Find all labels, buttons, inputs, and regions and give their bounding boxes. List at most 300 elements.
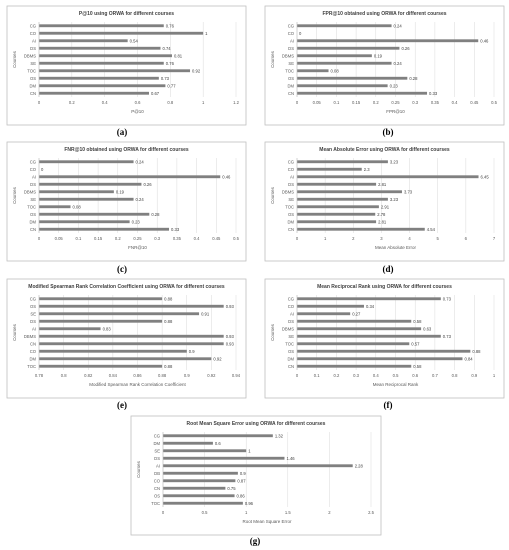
x-tick-label: 0.8 (167, 100, 174, 105)
x-tick-label: 0 (161, 510, 165, 515)
data-label: 0.33 (429, 90, 438, 96)
bar (39, 342, 224, 345)
chart-1 (7, 6, 246, 125)
chart-title: P@10 using ORWA for different courses (78, 11, 175, 17)
y-tick-label: CN (29, 90, 36, 96)
data-label: 0.92 (192, 68, 201, 74)
y-tick-label: DS (288, 318, 294, 324)
data-label: 0.88 (164, 363, 173, 369)
x-tick-label: 0.9 (471, 373, 478, 378)
y-tick-label: DM (29, 356, 36, 362)
bar (297, 342, 409, 345)
y-tick-label: DS (288, 45, 294, 51)
bar (297, 205, 379, 208)
y-tick-label: DS (154, 455, 160, 461)
data-label: 0.91 (201, 311, 210, 317)
data-label: 0.88 (472, 348, 481, 354)
data-label: 6.45 (480, 174, 489, 180)
data-label: 3.23 (389, 159, 399, 165)
bar (297, 350, 470, 353)
y-tick-label: DM (287, 356, 294, 362)
data-label: 0.83 (102, 326, 111, 332)
y-tick-label: CO (287, 303, 294, 309)
bar (39, 39, 128, 42)
bar (39, 54, 172, 57)
x-tick-label: 5 (436, 236, 439, 241)
x-tick-label: 0 (295, 373, 299, 378)
data-label: 0.24 (135, 159, 144, 165)
chart-title: Mean Absolute Error using ORWA for different courses (319, 147, 450, 153)
x-tick-label: 0.4 (193, 236, 200, 241)
bar (39, 32, 203, 35)
data-label: 0.26 (143, 181, 152, 187)
x-axis-label: Mean Absolute Error (374, 245, 417, 250)
y-tick-label: DM (287, 83, 294, 89)
data-label: 0.08 (330, 68, 339, 74)
y-tick-label: OS (29, 75, 36, 81)
chart-title: FNR@10 obtained using ORWA for different courses (64, 147, 189, 153)
bar (297, 305, 364, 308)
panel-label-e: (e) (117, 400, 127, 410)
bar (39, 205, 71, 208)
bar (39, 160, 134, 163)
y-tick-label: CG (29, 296, 36, 302)
x-tick-label: 0.6 (412, 373, 419, 378)
chart-title: FPR@10 obtained using ORWA for different courses (322, 11, 447, 17)
chart-4 (265, 142, 504, 261)
bar (163, 487, 225, 490)
x-tick-label: 0.2 (333, 373, 340, 378)
x-tick-label: 6 (464, 236, 468, 241)
data-label: 2.81 (378, 181, 387, 187)
y-tick-label: DS (288, 181, 294, 187)
bar (297, 160, 388, 163)
data-label: 0 (299, 30, 302, 36)
data-label: 0.9 (239, 470, 246, 476)
y-tick-label: TOC (151, 500, 160, 506)
y-tick-label: AI (32, 326, 36, 332)
y-tick-label: SE (288, 333, 294, 339)
bar (297, 84, 388, 87)
data-label: 0.77 (167, 83, 176, 89)
y-tick-label: DM (153, 440, 160, 446)
data-label: 2.3 (363, 166, 370, 172)
y-tick-label: OS (153, 493, 160, 499)
y-tick-label: DBMS (23, 53, 36, 59)
bar (297, 297, 441, 300)
y-tick-label: TOC (285, 204, 294, 210)
x-tick-label: 0.86 (133, 373, 142, 378)
data-label: 0.46 (222, 174, 231, 180)
bar (39, 320, 162, 323)
data-label: 0.88 (164, 296, 173, 302)
x-tick-label: 0.2 (68, 100, 75, 105)
y-tick-label: CO (29, 166, 36, 172)
bar (163, 502, 243, 505)
data-label: 0.24 (393, 23, 402, 29)
bar (163, 449, 246, 452)
data-label: 0.57 (411, 341, 420, 347)
bar (39, 350, 187, 353)
panel-label-a: (a) (116, 127, 128, 137)
chart-frame (265, 279, 504, 398)
x-tick-label: 1.2 (233, 100, 239, 105)
y-tick-label: CG (29, 159, 36, 165)
y-tick-label: AI (290, 38, 294, 44)
x-tick-label: 3 (380, 236, 383, 241)
panel-label-b: (b) (382, 127, 394, 137)
bar (297, 175, 479, 178)
x-tick-label: 1 (201, 100, 205, 105)
data-label: 0.93 (225, 303, 234, 309)
data-label: 0.74 (162, 45, 171, 51)
x-tick-label: 0.05 (54, 236, 63, 241)
y-tick-label: SE (288, 196, 294, 202)
y-tick-label: AI (290, 311, 294, 317)
data-label: 3.73 (403, 189, 413, 195)
bar (297, 168, 362, 171)
x-tick-label: 4 (408, 236, 411, 241)
x-axis-label: Root Mean Square Error (242, 519, 292, 524)
y-tick-label: TOC (285, 68, 294, 74)
x-tick-label: 0 (295, 100, 299, 105)
y-tick-label: OS (287, 211, 294, 217)
data-label: 0.28 (409, 75, 418, 81)
y-tick-label: CG (29, 23, 36, 29)
data-label: 2.28 (354, 463, 363, 469)
x-tick-label: 0.05 (312, 100, 321, 105)
bar (297, 39, 478, 42)
bar (297, 228, 425, 231)
data-label: 0.73 (160, 75, 169, 81)
bar (297, 190, 402, 193)
bar (39, 69, 190, 72)
panel-label-f: (f) (383, 400, 393, 410)
data-label: 0.54 (129, 38, 138, 44)
data-label: 0.26 (401, 45, 410, 51)
x-tick-label: 0.78 (34, 373, 44, 378)
y-tick-label: DBMS (281, 53, 294, 59)
y-axis-label: Courses (12, 51, 17, 68)
data-label: 0.46 (480, 38, 489, 44)
y-tick-label: DBMS (281, 189, 294, 195)
x-tick-label: 0.4 (451, 100, 458, 105)
data-label: 0.88 (164, 318, 173, 324)
chart-frame (7, 279, 246, 398)
bar (39, 312, 199, 315)
bar (39, 24, 164, 27)
data-label: 4.54 (426, 226, 435, 232)
bar (163, 472, 238, 475)
y-tick-label: DM (287, 219, 294, 225)
chart-frame (265, 142, 504, 261)
x-tick-label: 2 (328, 510, 331, 515)
x-tick-label: 0.8 (451, 373, 458, 378)
y-tick-label: TOC (27, 363, 36, 369)
x-tick-label: 1 (245, 510, 248, 515)
x-axis-label: Modified Spearman Rank Correlation Coefficient (89, 382, 186, 387)
x-axis-label: FPR@10 (386, 109, 405, 114)
bar (297, 357, 462, 360)
x-tick-label: 0.92 (207, 373, 216, 378)
x-tick-label: 0.3 (412, 100, 419, 105)
data-label: 0.86 (236, 493, 245, 499)
chart-3 (7, 142, 246, 261)
y-axis-label: Courses (270, 51, 275, 68)
y-tick-label: SE (30, 196, 36, 202)
x-tick-label: 0.45 (470, 100, 479, 105)
x-tick-label: 0.35 (430, 100, 439, 105)
x-tick-label: 0.35 (172, 236, 181, 241)
y-tick-label: AI (156, 463, 160, 469)
y-tick-label: OS (29, 211, 36, 217)
y-tick-label: CG (287, 296, 294, 302)
y-tick-label: TOC (27, 68, 36, 74)
data-label: 0.63 (423, 326, 432, 332)
y-tick-label: CN (287, 226, 294, 232)
y-tick-label: DBMS (23, 189, 36, 195)
data-label: 0.19 (115, 189, 125, 195)
y-tick-label: CO (287, 30, 294, 36)
x-tick-label: 0.3 (353, 373, 360, 378)
y-tick-label: CG (153, 433, 160, 439)
bar (297, 183, 376, 186)
y-tick-label: AI (32, 174, 36, 180)
x-tick-label: 0.4 (372, 373, 379, 378)
bar (39, 228, 169, 231)
x-axis-label: Mean Reciprocal Rank (372, 382, 419, 387)
bar (39, 305, 224, 308)
data-label: 1 (248, 448, 251, 454)
y-tick-label: DM (29, 219, 36, 225)
panel-label-d: (d) (382, 264, 394, 274)
y-tick-label: SE (288, 60, 294, 66)
y-axis-label: Courses (136, 461, 141, 478)
bar (297, 365, 411, 368)
bar (39, 357, 211, 360)
data-label: 2.91 (380, 204, 390, 210)
bar (163, 457, 284, 460)
x-axis-label: P@10 (131, 109, 144, 114)
y-tick-label: CN (29, 226, 36, 232)
x-tick-label: 0.8 (60, 373, 67, 378)
bar (297, 327, 421, 330)
bar (39, 297, 162, 300)
bar (163, 479, 235, 482)
y-tick-label: CN (29, 341, 36, 347)
bar (297, 213, 375, 216)
x-tick-label: 0.6 (134, 100, 141, 105)
bar (297, 92, 427, 95)
bar (39, 92, 149, 95)
y-tick-label: OS (287, 75, 294, 81)
y-tick-label: CN (153, 485, 160, 491)
bar (297, 320, 411, 323)
bar (39, 175, 220, 178)
y-tick-label: CO (287, 166, 294, 172)
data-label: 0 (41, 166, 44, 172)
y-tick-label: CO (29, 348, 36, 354)
x-tick-label: 0.5 (491, 100, 497, 105)
x-tick-label: 0.5 (201, 510, 208, 515)
y-tick-label: CO (29, 30, 36, 36)
y-tick-label: OS (287, 348, 294, 354)
x-tick-label: 1.5 (284, 510, 291, 515)
data-label: 0.23 (131, 219, 140, 225)
chart-6 (265, 279, 504, 398)
bar (39, 84, 165, 87)
x-tick-label: 0 (37, 236, 41, 241)
chart-5 (7, 279, 246, 398)
y-axis-label: Courses (12, 187, 17, 204)
x-tick-label: 0 (37, 100, 41, 105)
y-tick-label: DB (154, 470, 160, 476)
x-tick-label: 0.1 (75, 236, 82, 241)
chart-title: Mean Reciprocal Rank using ORWA for different courses (317, 284, 452, 290)
y-tick-label: TOC (285, 341, 294, 347)
y-tick-label: AI (290, 174, 294, 180)
y-tick-label: SE (30, 311, 36, 317)
y-tick-label: SE (30, 60, 36, 66)
bar (297, 220, 376, 223)
y-axis-label: Courses (270, 187, 275, 204)
data-label: 0.27 (352, 311, 361, 317)
x-tick-label: 0.4 (101, 100, 108, 105)
chart-title: Modified Spearman Rank Correlation Coefficient using ORWA for different courses (28, 284, 225, 290)
data-label: 0.34 (365, 303, 375, 309)
data-label: 0.75 (227, 485, 236, 491)
x-tick-label: 0.9 (183, 373, 190, 378)
x-tick-label: 1 (492, 373, 496, 378)
x-tick-label: 0.2 (114, 236, 121, 241)
data-label: 3.23 (389, 196, 399, 202)
chart-2 (265, 6, 504, 125)
x-tick-label: 7 (492, 236, 496, 241)
x-axis-label: FNR@10 (128, 245, 147, 250)
bar (297, 24, 392, 27)
data-label: 0.92 (213, 356, 222, 362)
y-tick-label: DS (30, 318, 36, 324)
bar (297, 62, 392, 65)
data-label: 2.81 (378, 219, 387, 225)
data-label: 0.28 (151, 211, 160, 217)
y-tick-label: CO (153, 478, 160, 484)
x-tick-label: 0.7 (431, 373, 438, 378)
bar (39, 365, 162, 368)
y-tick-label: DBMS (23, 333, 36, 339)
bar (297, 54, 372, 57)
bar (163, 494, 235, 497)
chart-frame (7, 6, 246, 125)
x-tick-label: 2.5 (368, 510, 374, 515)
y-tick-label: DM (29, 83, 36, 89)
bar (39, 47, 160, 50)
data-label: 0.58 (413, 318, 422, 324)
x-tick-label: 0.25 (133, 236, 142, 241)
x-tick-label: 0.1 (313, 373, 320, 378)
data-label: 0.84 (464, 356, 473, 362)
x-tick-label: 0.25 (391, 100, 400, 105)
data-label: 0.23 (389, 83, 398, 89)
x-tick-label: 0.88 (158, 373, 167, 378)
data-label: 0.81 (173, 53, 183, 59)
bar (39, 77, 159, 80)
data-label: 0.76 (165, 60, 174, 66)
x-tick-label: 0.15 (94, 236, 103, 241)
y-axis-label: Courses (270, 324, 275, 341)
data-label: 1 (205, 30, 208, 36)
x-tick-label: 0.82 (84, 373, 93, 378)
chart-title: Root Mean Square Error using ORWA for different courses (186, 421, 326, 427)
data-label: 0.33 (171, 226, 180, 232)
x-tick-label: 1 (323, 236, 327, 241)
data-label: 1.46 (286, 455, 295, 461)
y-tick-label: DS (30, 181, 36, 187)
bar (297, 47, 399, 50)
bar (297, 198, 388, 201)
bar (163, 434, 273, 437)
data-label: 0.19 (373, 53, 383, 59)
bar (297, 312, 350, 315)
data-label: 0.93 (225, 341, 234, 347)
x-tick-label: 0.5 (392, 373, 399, 378)
bar (297, 335, 441, 338)
y-tick-label: SE (154, 448, 160, 454)
bar (39, 198, 134, 201)
data-label: 0.87 (237, 478, 246, 484)
bar (297, 69, 329, 72)
data-label: 0.67 (150, 90, 160, 96)
chart-frame (265, 6, 504, 125)
data-label: 1.32 (274, 433, 283, 439)
y-tick-label: CG (287, 23, 294, 29)
data-label: 0.58 (413, 363, 422, 369)
data-label: 0.93 (225, 333, 234, 339)
data-label: 0.73 (442, 333, 451, 339)
y-tick-label: AI (32, 38, 36, 44)
bar (39, 220, 130, 223)
data-label: 0.24 (135, 196, 144, 202)
bar (39, 183, 141, 186)
bar (163, 464, 353, 467)
bar (163, 442, 213, 445)
x-tick-label: 0 (295, 236, 299, 241)
x-tick-label: 0.3 (154, 236, 161, 241)
data-label: 2.78 (377, 211, 386, 217)
x-tick-label: 2 (352, 236, 355, 241)
bar (39, 327, 101, 330)
panel-label-g: (g) (249, 536, 261, 546)
chart-7 (131, 416, 381, 535)
y-tick-label: DBMS (281, 326, 294, 332)
x-tick-label: 0.84 (108, 373, 117, 378)
data-label: 0.6 (214, 440, 221, 446)
x-tick-label: 0.2 (372, 100, 379, 105)
data-label: 0.24 (393, 60, 402, 66)
y-axis-label: Courses (12, 324, 17, 341)
data-label: 0.9 (188, 348, 195, 354)
y-tick-label: CN (287, 363, 294, 369)
y-tick-label: OS (29, 303, 36, 309)
y-tick-label: TOC (27, 204, 36, 210)
bar (39, 190, 114, 193)
chart-frame (7, 142, 246, 261)
bar (297, 77, 407, 80)
panel-label-c: (c) (117, 264, 127, 274)
data-label: 0.96 (244, 500, 254, 506)
bar (39, 335, 224, 338)
x-tick-label: 0.94 (231, 373, 241, 378)
